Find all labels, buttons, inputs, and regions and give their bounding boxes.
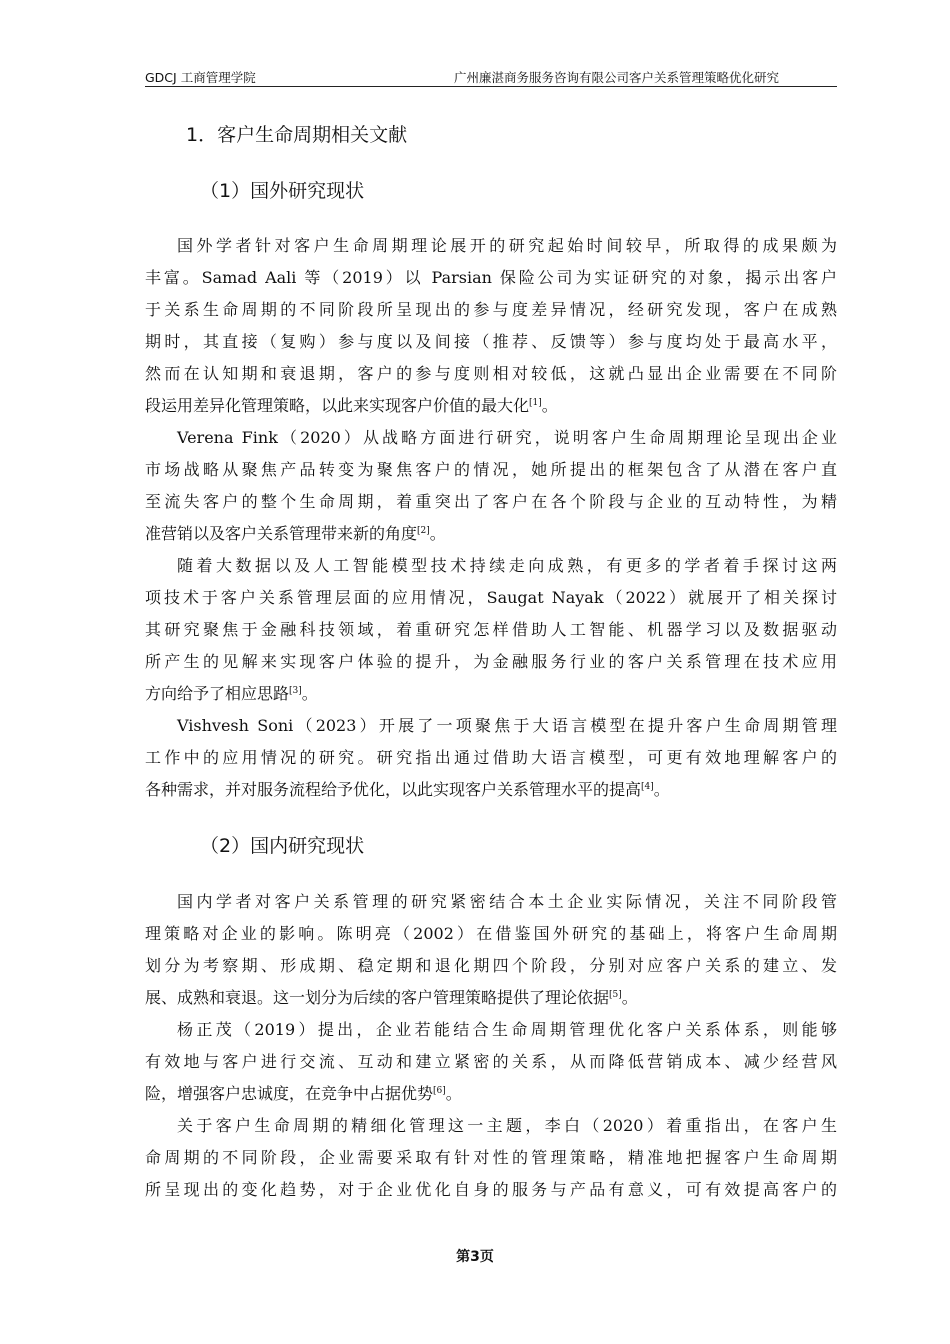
paragraph-line: 至流失客户的整个生命周期，着重突出了客户在各个阶段与企业的互动特性，为精 bbox=[145, 492, 837, 511]
paragraph-line: 国外学者针对客户生命周期理论展开的研究起始时间较早，所取得的成果颇为 bbox=[177, 236, 837, 255]
paragraph-line: 项技术于客户关系管理层面的应用情况，Saugat Nayak（2022）就展开了相关探讨 bbox=[145, 588, 837, 607]
paragraph-line: 随着大数据以及人工智能模型技术持续走向成熟，有更多的学者着手探讨这两 bbox=[177, 556, 837, 575]
paragraph-line bbox=[145, 678, 837, 710]
line-end: 。 bbox=[445, 1084, 462, 1103]
paragraph-line: 杨正茂（2019）提出，企业若能结合生命周期管理优化客户关系体系，则能够 bbox=[177, 1020, 837, 1039]
paragraph-line bbox=[145, 1078, 837, 1110]
paragraph-line: 关于客户生命周期的精细化管理这一主题，李白（2020）着重指出，在客户生 bbox=[177, 1116, 837, 1135]
subsection-domestic-research: （2）国内研究现状 bbox=[200, 835, 365, 857]
citation-4: [4] bbox=[641, 782, 654, 792]
subsection-foreign-research: （1）国外研究现状 bbox=[200, 180, 365, 202]
paragraph-line: 工作中的应用情况的研究。研究指出通过借助大语言模型，可更有效地理解客户的 bbox=[145, 748, 837, 767]
line-text: 方向给予了相应思路 bbox=[145, 684, 290, 703]
citation-1: [1] bbox=[529, 398, 542, 408]
paragraph-line: 国内学者对客户关系管理的研究紧密结合本土企业实际情况，关注不同阶段管 bbox=[177, 892, 837, 911]
paragraph-3 bbox=[145, 550, 837, 710]
paragraph-4 bbox=[145, 710, 837, 806]
paragraph-line: Vishvesh Soni（2023）开展了一项聚焦于大语言模型在提升客户生命周期管理 bbox=[177, 716, 837, 735]
paragraph-6 bbox=[145, 1014, 837, 1110]
paragraph-line: 于关系生命周期的不同阶段所呈现出的参与度差异情况，经研究发现，客户在成熟 bbox=[145, 300, 837, 319]
paragraph-line: 划分为考察期、形成期、稳定期和退化期四个阶段，分别对应客户关系的建立、发 bbox=[145, 956, 837, 975]
page-number: 第3页 bbox=[456, 1249, 494, 1265]
citation-6: [6] bbox=[433, 1086, 446, 1096]
line-text: 展、成熟和衰退。这一划分为后续的客户管理策略提供了理论依据 bbox=[145, 988, 610, 1007]
paragraph-2 bbox=[145, 422, 837, 550]
paragraph-line: 理策略对企业的影响。陈明亮（2002）在借鉴国外研究的基础上，将客户生命周期 bbox=[145, 924, 837, 943]
paragraph-line bbox=[145, 390, 837, 422]
paragraph-line bbox=[145, 774, 837, 806]
paragraph-line bbox=[145, 518, 837, 550]
line-end: 。 bbox=[429, 524, 446, 543]
paragraph-line: 期时，其直接（复购）参与度以及间接（推荐、反馈等）参与度均处于最高水平， bbox=[145, 332, 837, 351]
citation-2: [2] bbox=[417, 526, 430, 536]
section-title: 1．客户生命周期相关文献 bbox=[186, 124, 408, 146]
header-thesis-title: 广州廉湛商务服务咨询有限公司客户关系管理策略优化研究 bbox=[453, 70, 779, 85]
paragraph-line: 所呈现出的变化趋势，对于企业优化自身的服务与产品有意义，可有效提高客户的 bbox=[145, 1180, 837, 1199]
citation-3: [3] bbox=[289, 686, 302, 696]
header-institution: GDCJ 工商管理学院 bbox=[145, 70, 256, 85]
line-end: 。 bbox=[653, 780, 670, 799]
paragraph-7 bbox=[145, 1110, 837, 1206]
line-end: 。 bbox=[541, 396, 558, 415]
line-text: 各种需求，并对服务流程给予优化，以此实现客户关系管理水平的提高 bbox=[145, 780, 642, 799]
paragraph-line: 有效地与客户进行交流、互动和建立紧密的关系，从而降低营销成本、减少经营风 bbox=[145, 1052, 837, 1071]
line-end: 。 bbox=[621, 988, 638, 1007]
paragraph-1 bbox=[145, 230, 837, 422]
paragraph-line: 丰富。Samad Aali 等（2019）以 Parsian 保险公司为实证研究的对象，揭示出客户 bbox=[145, 268, 837, 287]
paragraph-line bbox=[145, 982, 837, 1014]
citation-5: [5] bbox=[609, 990, 622, 1000]
paragraph-line: 命周期的不同阶段，企业需要采取有针对性的管理策略，精准地把握客户生命周期 bbox=[145, 1148, 837, 1167]
paragraph-line: 市场战略从聚焦产品转变为聚焦客户的情况，她所提出的框架包含了从潜在客户直 bbox=[145, 460, 837, 479]
paragraph-5 bbox=[145, 886, 837, 1014]
line-end: 。 bbox=[301, 684, 318, 703]
paragraph-line: Verena Fink（2020）从战略方面进行研究，说明客户生命周期理论呈现出企业 bbox=[177, 428, 837, 447]
paragraph-line: 然而在认知期和衰退期，客户的参与度则相对较低，这就凸显出企业需要在不同阶 bbox=[145, 364, 837, 383]
paragraph-line: 其研究聚焦于金融科技领域，着重研究怎样借助人工智能、机器学习以及数据驱动 bbox=[145, 620, 837, 639]
paragraph-line: 所产生的见解来实现客户体验的提升，为金融服务行业的客户关系管理在技术应用 bbox=[145, 652, 837, 671]
line-text: 段运用差异化管理策略，以此来实现客户价值的最大化 bbox=[145, 396, 530, 415]
line-text: 险，增强客户忠诚度，在竞争中占据优势 bbox=[145, 1084, 434, 1103]
page-header bbox=[145, 68, 837, 87]
line-text: 准营销以及客户关系管理带来新的角度 bbox=[145, 524, 418, 543]
